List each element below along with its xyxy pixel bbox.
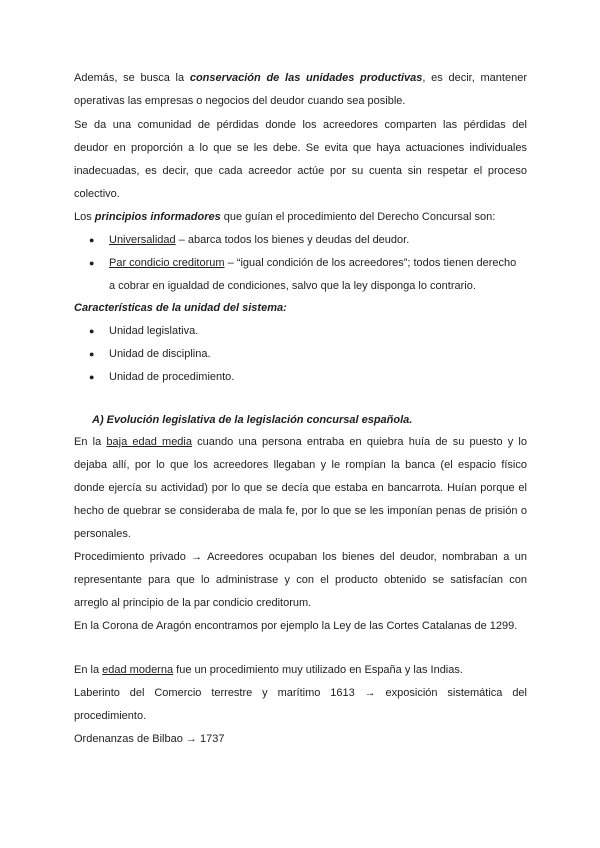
bullet-icon: ● xyxy=(89,372,95,382)
paragraph-bilbao: Ordenanzas de Bilbao → 1737 xyxy=(74,733,225,745)
principles-list xyxy=(74,229,527,298)
list-item: ● Unidad de procedimiento. xyxy=(74,366,527,389)
paragraph-conservation: Además, se busca la conservación de las unidades productivas, es decir, mantener operativas las empresas o negocios del deudor cuando sea posible. xyxy=(74,72,527,107)
paragraph-middle-ages: En la baja edad media cuando una persona entraba en quiebra huía de su puesto y lo dejaba allí, por lo que los acreedores llegaban y le rompían la banca (el espacio físico donde ejercía su actividad) por lo que se decía que estaba en bancarrota. Huían porque el hecho de quebrar se consideraba de mala fe, por lo que se les imponían penas de prisión o personales. xyxy=(74,436,527,540)
features-title: Características de la unidad del sistema: xyxy=(74,302,287,314)
bullet-icon: ● xyxy=(89,235,95,245)
list-item: ● Unidad de disciplina. xyxy=(74,343,527,366)
bullet-icon: ● xyxy=(89,326,95,336)
paragraph-principles-intro: Los principios informadores que guían el procedimiento del Derecho Concursal son: xyxy=(74,211,496,223)
emphasis-conservation: conservación de las unidades productivas xyxy=(189,72,423,84)
paragraph-losses: Se da una comunidad de pérdidas donde los acreedores comparten las pérdidas del deudor en proporción a lo que se les debe. Se evita que haya actuaciones individuales inadecuadas, es decir, que cada acreedor actúe por su cuenta sin respetar el proceso colectivo. xyxy=(74,119,527,200)
list-item: ● Par condicio creditorum – “igual condición de los acreedores”; todos tienen derecho a cobrar en igualdad de condiciones, salvo que la ley disponga lo contrario. xyxy=(74,252,527,298)
bullet-icon: ● xyxy=(89,349,95,359)
features-list xyxy=(74,320,527,389)
paragraph-private-procedure: Procedimiento privado → Acreedores ocupaban los bienes del deudor, nombraban a un representante para que lo administrase y con el producto obtenido se satisfacían con arreglo al principio de la par condicio creditorum. xyxy=(74,551,527,609)
paragraph-modern-age: En la edad moderna fue un procedimiento muy utilizado en España y las Indias. xyxy=(74,664,463,676)
paragraph-laberinto: Laberinto del Comercio terrestre y marítimo 1613 → exposición sistemática del procedimiento. xyxy=(74,687,527,722)
paragraph-aragon: En la Corona de Aragón encontramos por ejemplo la Ley de las Cortes Catalanas de 1299. xyxy=(74,620,518,632)
list-item: ● Unidad legislativa. xyxy=(74,320,527,343)
emphasis-principles: principios informadores xyxy=(94,211,221,223)
list-item: ● Universalidad – abarca todos los bienes y deudas del deudor. xyxy=(74,229,527,252)
section-heading-a: A) Evolución legislativa de la legislación concursal española. xyxy=(92,414,413,426)
bullet-icon: ● xyxy=(89,258,95,268)
